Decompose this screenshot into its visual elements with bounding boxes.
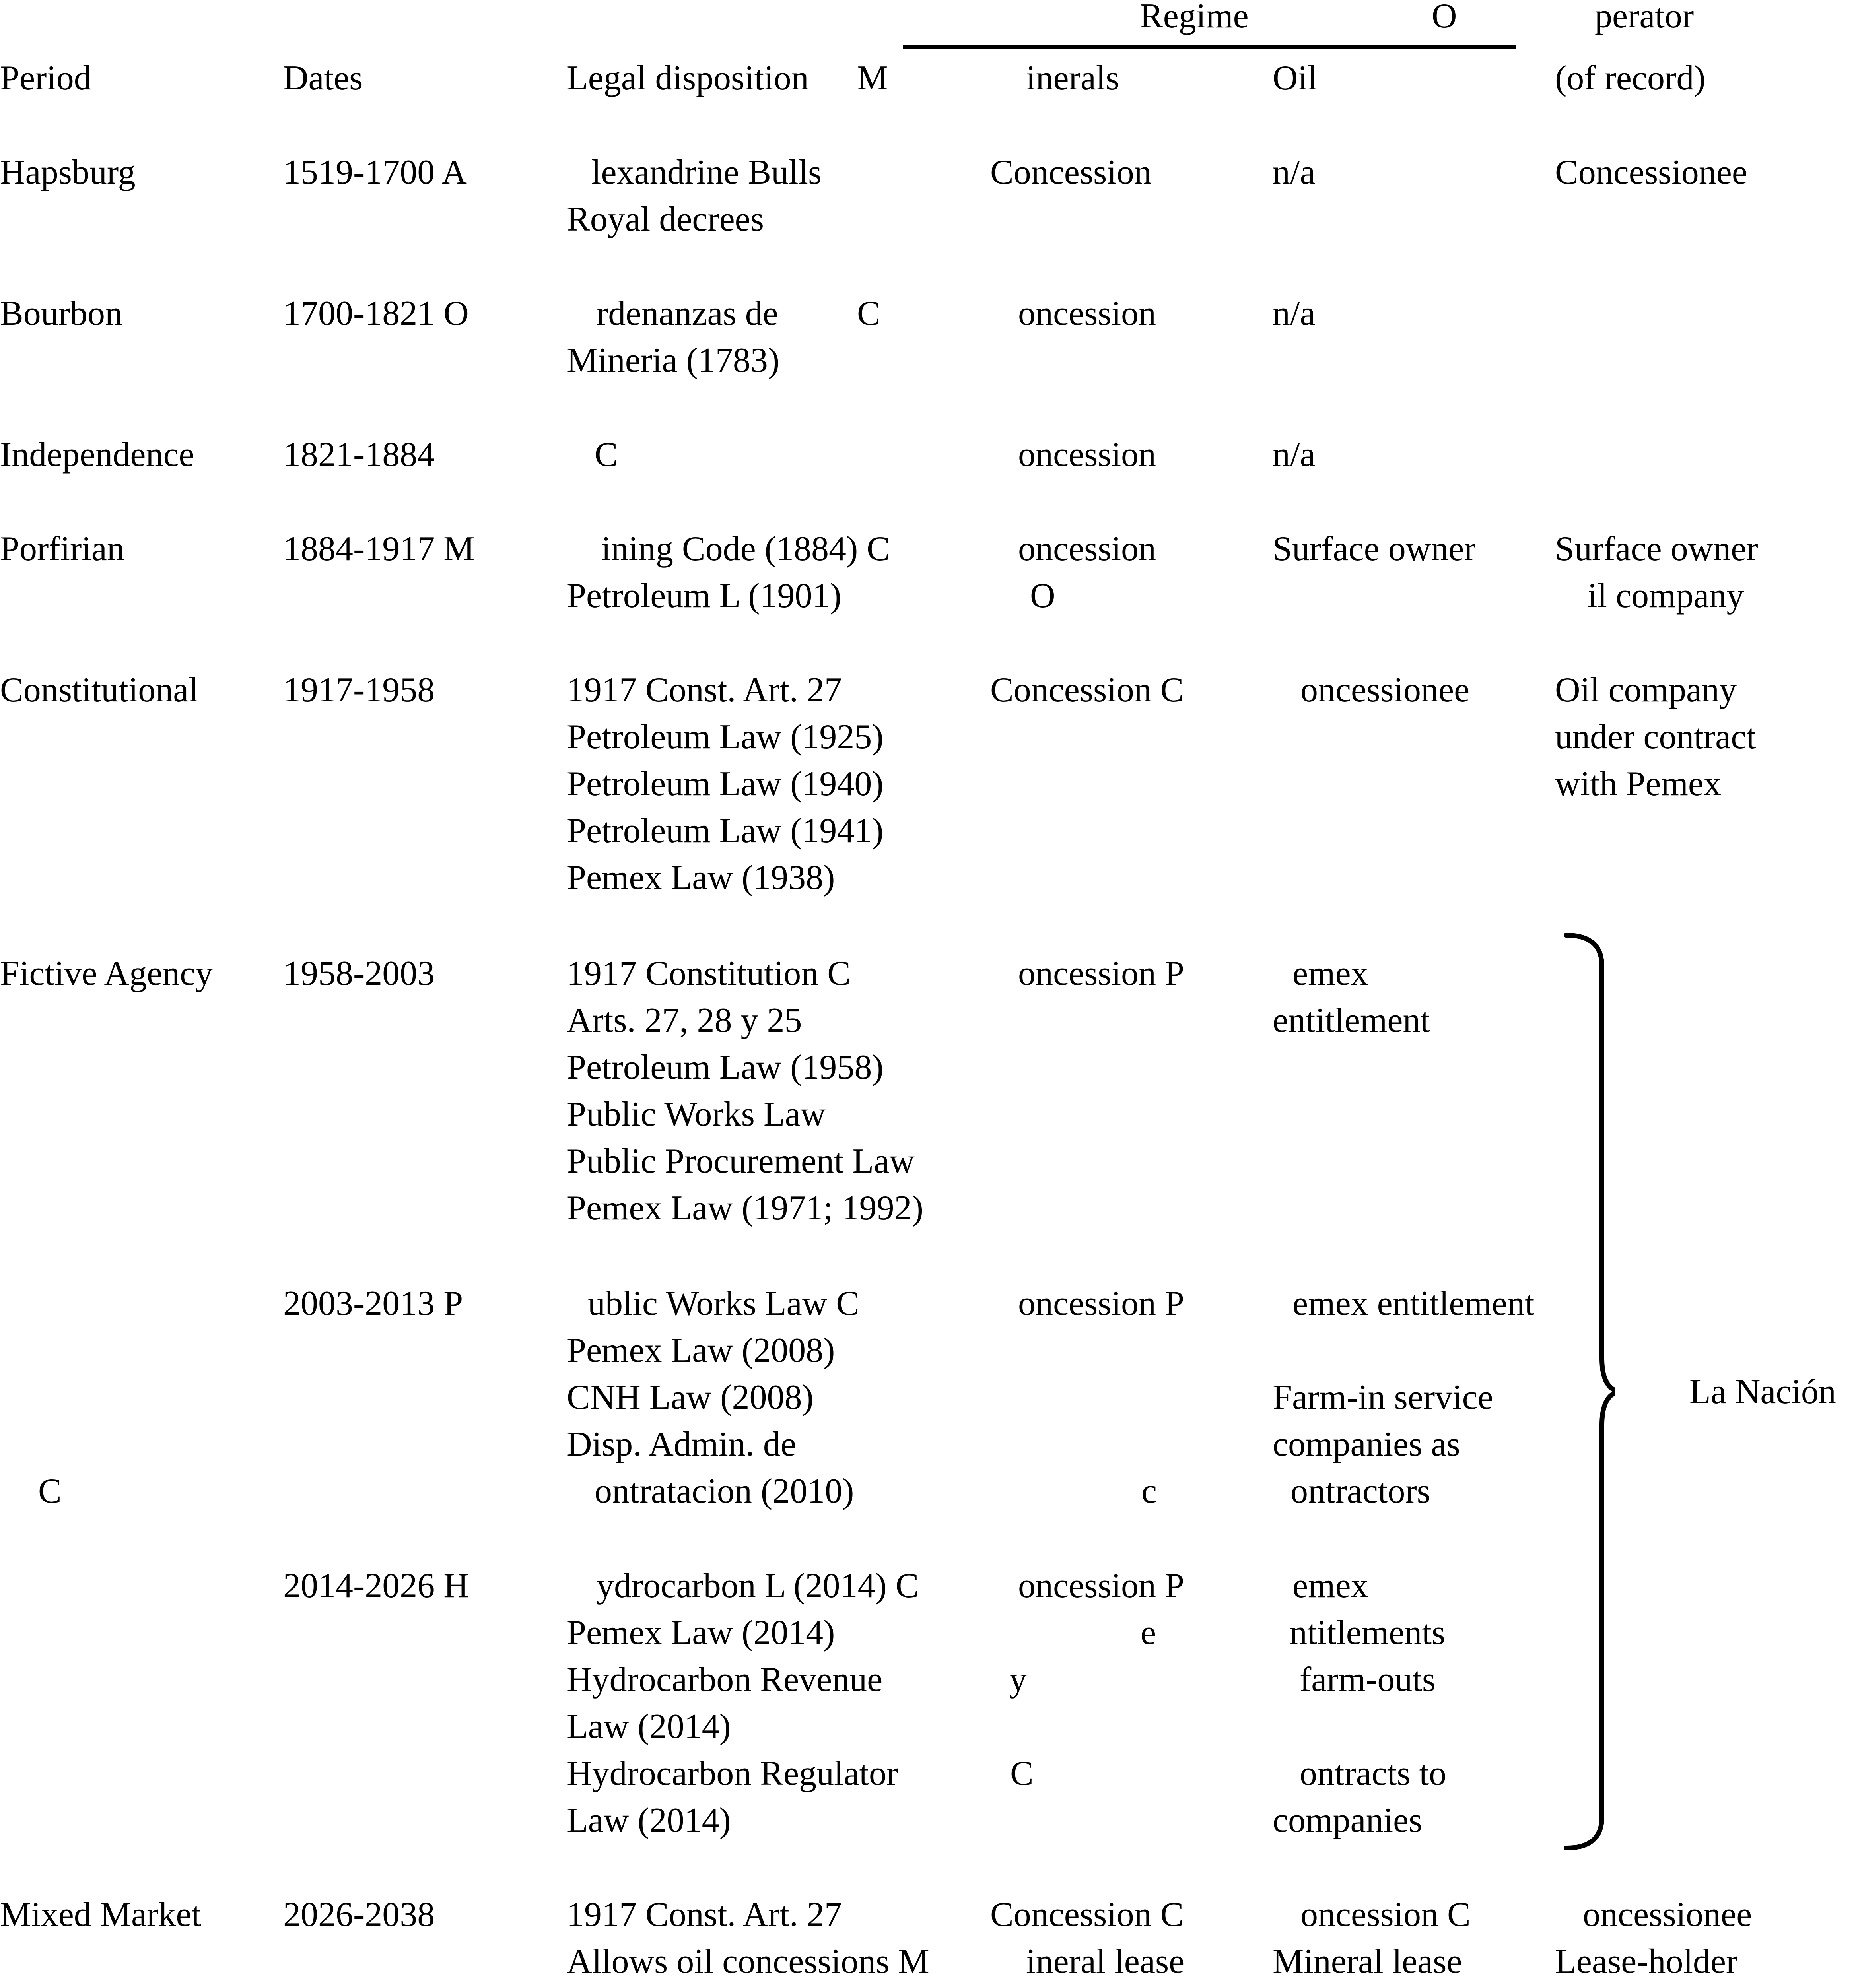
row-2003-minerals-c: c	[1141, 1472, 1157, 1510]
row-fictive-legal-2: Arts. 27, 28 y 25	[567, 1001, 802, 1040]
row-mixed-legal-2: Allows oil concessions M	[567, 1942, 929, 1981]
brace-label: La Nación	[1689, 1373, 1836, 1411]
row-constitutional-legal-5: Pemex Law (1938)	[567, 858, 835, 897]
row-fictive-dates: 1958-2003	[283, 954, 435, 993]
header-regime: Regime	[1140, 0, 1249, 35]
row-mixed-operator-1: oncessionee	[1583, 1895, 1752, 1934]
row-fictive-legal-1: 1917 Constitution C	[567, 954, 851, 993]
row-porfirian-legal-2: Petroleum L (1901)	[567, 577, 842, 615]
row-independence-dates: 1821-1884	[283, 435, 435, 474]
row-constitutional-legal-1: 1917 Const. Art. 27	[567, 671, 842, 709]
row-2003-dates: 2003-2013 P	[283, 1284, 463, 1323]
row-2014-legal-5: Hydrocarbon Regulator	[567, 1754, 898, 1793]
row-2003-oil-5: ontractors	[1290, 1472, 1430, 1510]
row-constitutional-oil: oncessionee	[1300, 671, 1470, 709]
regime-underline	[903, 45, 1516, 49]
row-mixed-oil-2: Mineral lease	[1273, 1942, 1462, 1981]
row-porfirian-minerals-2: O	[1030, 577, 1055, 615]
row-2003-oil-3: Farm-in service	[1273, 1378, 1493, 1417]
row-constitutional-legal-3: Petroleum Law (1940)	[567, 765, 884, 803]
row-2003-oil-4: companies as	[1273, 1425, 1460, 1464]
row-2014-legal-1: ydrocarbon L (2014) C	[597, 1567, 919, 1605]
row-fictive-period: Fictive Agency	[0, 954, 213, 993]
row-2003-legal-2: Pemex Law (2008)	[567, 1331, 835, 1370]
row-2014-minerals-c: C	[1010, 1754, 1034, 1793]
header-dates: Dates	[283, 59, 363, 97]
row-hapsburg-legal-2: Royal decrees	[567, 200, 764, 239]
row-fictive-minerals: oncession P	[1018, 954, 1184, 993]
row-2014-legal-6: Law (2014)	[567, 1801, 731, 1840]
row-porfirian-oil: Surface owner	[1273, 530, 1476, 568]
row-constitutional-minerals: Concession C	[990, 671, 1184, 709]
row-2003-legal-3: CNH Law (2008)	[567, 1378, 814, 1417]
header-legal-disposition: Legal disposition	[567, 59, 809, 97]
row-mixed-minerals-2: ineral lease	[1026, 1942, 1185, 1981]
row-hapsburg-legal-1: lexandrine Bulls	[591, 153, 822, 192]
header-minerals: inerals	[1026, 59, 1119, 97]
row-2014-dates: 2014-2026 H	[283, 1567, 469, 1605]
row-bourbon-minerals: oncession	[1018, 294, 1156, 333]
row-2014-oil-6: companies	[1273, 1801, 1423, 1840]
row-2003-legal-4: Disp. Admin. de	[567, 1425, 796, 1464]
row-2014-legal-3: Hydrocarbon Revenue	[567, 1660, 883, 1699]
row-mixed-period: Mixed Market	[0, 1895, 201, 1934]
row-hapsburg-operator: Concessionee	[1555, 153, 1747, 192]
right-brace-icon	[1559, 930, 1615, 1853]
row-bourbon-legal-1: rdenanzas de	[597, 294, 778, 333]
row-2003-oil-1: emex entitlement	[1292, 1284, 1535, 1323]
row-fictive-legal-4: Public Works Law	[567, 1095, 826, 1134]
row-bourbon-oil: n/a	[1273, 294, 1316, 333]
row-2014-minerals-e: e	[1141, 1613, 1156, 1652]
row-mixed-minerals-1: Concession C	[990, 1895, 1184, 1934]
header-period: Period	[0, 59, 91, 97]
row-independence-minerals: oncession	[1018, 435, 1156, 474]
row-porfirian-operator-1: Surface owner	[1555, 530, 1758, 568]
row-2014-legal-2: Pemex Law (2014)	[567, 1613, 835, 1652]
row-2014-legal-4: Law (2014)	[567, 1707, 731, 1746]
header-oil: Oil	[1273, 59, 1318, 97]
row-bourbon-legal-2: Mineria (1783)	[567, 341, 780, 380]
row-fictive-oil-1: emex	[1292, 954, 1368, 993]
row-hapsburg-dates: 1519-1700 A	[283, 153, 467, 192]
row-mixed-operator-2: Lease-holder	[1555, 1942, 1738, 1981]
row-fictive-legal-5: Public Procurement Law	[567, 1142, 915, 1180]
row-mixed-dates: 2026-2038	[283, 1895, 435, 1934]
row-constitutional-operator-3: with Pemex	[1555, 765, 1721, 803]
row-fictive-oil-2: entitlement	[1273, 1001, 1430, 1040]
row-2014-oil-5: ontracts to	[1300, 1754, 1447, 1793]
row-2014-minerals: oncession P	[1018, 1567, 1184, 1605]
row-2014-oil-1: emex	[1292, 1567, 1368, 1605]
row-bourbon-dates: 1700-1821 O	[283, 294, 469, 333]
row-2014-oil-2: ntitlements	[1290, 1613, 1446, 1652]
header-regime-o: O	[1432, 0, 1457, 35]
row-bourbon-period: Bourbon	[0, 294, 122, 333]
row-constitutional-operator-1: Oil company	[1555, 671, 1737, 709]
header-minerals-m: M	[857, 59, 888, 97]
row-2014-minerals-y: y	[1009, 1660, 1027, 1699]
header-of-record: (of record)	[1555, 59, 1706, 97]
row-constitutional-operator-2: under contract	[1555, 718, 1756, 756]
row-bourbon-legal-c: C	[857, 294, 880, 333]
row-porfirian-dates: 1884-1917 M	[283, 530, 475, 568]
row-2014-oil-3: farm-outs	[1300, 1660, 1436, 1699]
row-fictive-legal-6: Pemex Law (1971; 1992)	[567, 1189, 923, 1227]
row-constitutional-legal-2: Petroleum Law (1925)	[567, 718, 884, 756]
row-porfirian-operator-2: il company	[1588, 577, 1744, 615]
row-porfirian-legal-1: ining Code (1884) C	[601, 530, 890, 568]
row-independence-legal: C	[595, 435, 618, 474]
row-hapsburg-minerals: Concession	[990, 153, 1152, 192]
row-2003-period-c: C	[38, 1472, 62, 1510]
row-hapsburg-period: Hapsburg	[0, 153, 136, 192]
row-constitutional-period: Constitutional	[0, 671, 198, 709]
row-independence-oil: n/a	[1273, 435, 1316, 474]
row-mixed-legal-1: 1917 Const. Art. 27	[567, 1895, 842, 1934]
row-constitutional-dates: 1917-1958	[283, 671, 435, 709]
row-hapsburg-oil: n/a	[1273, 153, 1316, 192]
row-constitutional-legal-4: Petroleum Law (1941)	[567, 812, 884, 850]
row-fictive-legal-3: Petroleum Law (1958)	[567, 1048, 884, 1087]
header-operator: perator	[1595, 0, 1694, 35]
row-2003-legal-1: ublic Works Law C	[588, 1284, 859, 1323]
row-porfirian-minerals-1: oncession	[1018, 530, 1156, 568]
row-2003-legal-5: ontratacion (2010)	[595, 1472, 854, 1510]
row-mixed-oil-1: oncession C	[1300, 1895, 1471, 1934]
row-mixed-legal-3	[567, 1985, 859, 1988]
row-porfirian-period: Porfirian	[0, 530, 124, 568]
row-2003-minerals: oncession P	[1018, 1284, 1184, 1323]
row-independence-period: Independence	[0, 435, 194, 474]
